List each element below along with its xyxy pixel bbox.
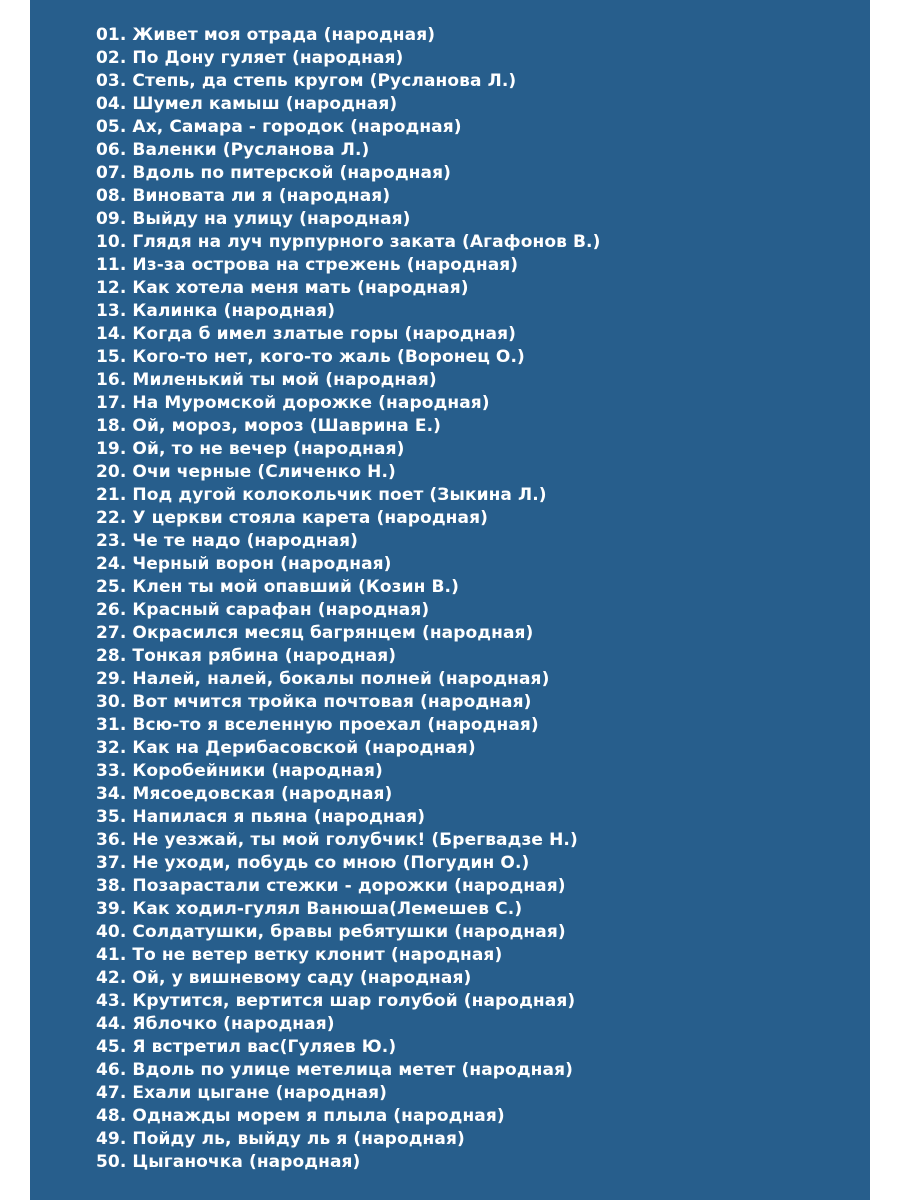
- track-item: 16. Миленький ты мой (народная): [96, 370, 437, 390]
- track-item: 48. Однажды морем я плыла (народная): [96, 1106, 505, 1126]
- track-list: [96, 24, 856, 1174]
- track-item: 31. Всю-то я вселенную проехал (народная): [96, 715, 539, 735]
- track-item: 11. Из-за острова на стрежень (народная): [96, 255, 519, 275]
- track-item: 34. Мясоедовская (народная): [96, 784, 393, 804]
- track-item: 17. На Муромской дорожке (народная): [96, 393, 490, 413]
- track-item: 49. Пойду ль, выйду ль я (народная): [96, 1129, 465, 1149]
- track-item: 29. Налей, налей, бокалы полней (народная): [96, 669, 550, 689]
- track-item: 44. Яблочко (народная): [96, 1014, 335, 1034]
- track-item: 41. То не ветер ветку клонит (народная): [96, 945, 503, 965]
- track-item: 06. Валенки (Русланова Л.): [96, 140, 370, 160]
- track-item: 40. Солдатушки, бравы ребятушки (народная): [96, 922, 566, 942]
- track-item: 14. Когда б имел златые горы (народная): [96, 324, 516, 344]
- track-item: 36. Не уезжай, ты мой голубчик! (Брегвадзе Н.): [96, 830, 578, 850]
- track-item: 07. Вдоль по питерской (народная): [96, 163, 451, 183]
- track-item: 01. Живет моя отрада (народная): [96, 25, 436, 45]
- track-item: 10. Глядя на луч пурпурного заката (Агафонов В.): [96, 232, 601, 252]
- track-item: 47. Ехали цыгане (народная): [96, 1083, 388, 1103]
- track-item: 38. Позарастали стежки - дорожки (народная): [96, 876, 566, 896]
- track-item: 26. Красный сарафан (народная): [96, 600, 430, 620]
- track-item: 45. Я встретил вас(Гуляев Ю.): [96, 1037, 397, 1057]
- track-item: 13. Калинка (народная): [96, 301, 336, 321]
- track-item: 27. Окрасился месяц багрянцем (народная): [96, 623, 534, 643]
- track-item: 05. Ах, Самара - городок (народная): [96, 117, 462, 137]
- track-item: 08. Виновата ли я (народная): [96, 186, 391, 206]
- track-item: 39. Как ходил-гулял Ванюша(Лемешев С.): [96, 899, 523, 919]
- track-item: 02. По Дону гуляет (народная): [96, 48, 404, 68]
- track-item: 03. Степь, да степь кругом (Русланова Л.): [96, 71, 517, 91]
- track-item: 20. Очи черные (Сличенко Н.): [96, 462, 396, 482]
- track-item: 18. Ой, мороз, мороз (Шаврина Е.): [96, 416, 442, 436]
- track-item: 43. Крутится, вертится шар голубой (народная): [96, 991, 576, 1011]
- track-item: 22. У церкви стояла карета (народная): [96, 508, 488, 528]
- track-item: 12. Как хотела меня мать (народная): [96, 278, 469, 298]
- track-item: 35. Напилася я пьяна (народная): [96, 807, 426, 827]
- track-item: 46. Вдоль по улице метелица метет (народная): [96, 1060, 573, 1080]
- track-item: 28. Тонкая рябина (народная): [96, 646, 397, 666]
- track-item: 15. Кого-то нет, кого-то жаль (Воронец О.): [96, 347, 525, 367]
- track-item: 33. Коробейники (народная): [96, 761, 383, 781]
- track-item: 37. Не уходи, побудь со мною (Погудин О.): [96, 853, 530, 873]
- track-item: 24. Черный ворон (народная): [96, 554, 392, 574]
- track-item: 30. Вот мчится тройка почтовая (народная): [96, 692, 532, 712]
- track-item: 04. Шумел камыш (народная): [96, 94, 398, 114]
- track-item: 23. Че те надо (народная): [96, 531, 359, 551]
- track-item: 42. Ой, у вишневому саду (народная): [96, 968, 472, 988]
- track-item: 09. Выйду на улицу (народная): [96, 209, 411, 229]
- track-item: 32. Как на Дерибасовской (народная): [96, 738, 476, 758]
- track-item: 19. Ой, то не вечер (народная): [96, 439, 405, 459]
- track-item: 50. Цыганочка (народная): [96, 1152, 361, 1172]
- tracklist-page: [30, 0, 870, 1200]
- track-item: 21. Под дугой колокольчик поет (Зыкина Л.): [96, 485, 547, 505]
- track-item: 25. Клен ты мой опавший (Козин В.): [96, 577, 459, 597]
